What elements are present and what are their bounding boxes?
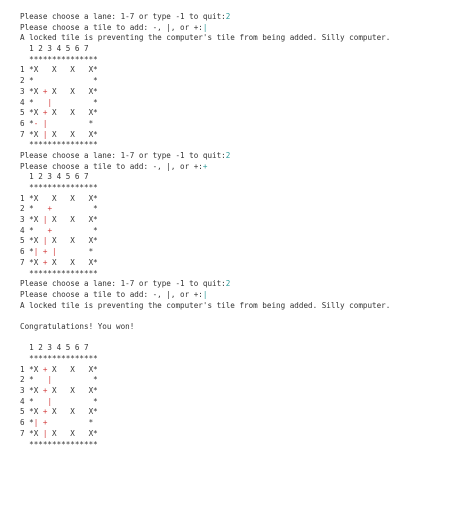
board-tile: |: [52, 247, 57, 257]
console-line: [20, 247, 474, 258]
console-line: [20, 108, 474, 119]
board-tile: +: [42, 247, 48, 257]
console-text: *: [52, 204, 98, 214]
console-text: 1 *X X X X*: [20, 65, 98, 75]
console-text: 1 2 3 4 5 6 7: [20, 172, 89, 182]
console-line: [20, 33, 474, 44]
board-tile: |: [33, 247, 39, 257]
board-tile: |: [33, 418, 39, 428]
console-text: 7 *X: [20, 428, 43, 438]
console-text: 6 *: [20, 247, 34, 257]
board-tile: |: [42, 118, 48, 128]
console-text: 3 *X: [20, 386, 43, 396]
console-text: ***************: [20, 439, 98, 449]
console-text: 5 *X: [20, 236, 43, 246]
user-input: 2: [225, 150, 231, 160]
console-text: 4 *: [20, 396, 48, 406]
console-text: 6 *: [20, 418, 34, 428]
console-line: [20, 183, 474, 194]
console-line: [20, 397, 474, 408]
console-line: [20, 140, 474, 151]
console-line: [20, 44, 474, 55]
console-text: X X X*: [47, 86, 98, 96]
console-text: X X X*: [47, 386, 98, 396]
console-text: ***************: [20, 354, 98, 363]
board-tile: |: [42, 129, 48, 139]
console-text: X X X*: [47, 257, 98, 267]
board-tile: +: [42, 386, 48, 396]
console-line: [20, 301, 474, 312]
board-tile: +: [42, 86, 48, 96]
console-line: [20, 98, 474, 109]
console-text: X X X*: [47, 236, 98, 246]
user-input: 2: [225, 12, 231, 21]
console-line: [20, 407, 474, 418]
user-input: |: [202, 289, 208, 299]
console-text: *: [52, 375, 98, 385]
console-text: X X X*: [47, 129, 98, 139]
board-tile: |: [42, 428, 48, 438]
console-line: [20, 343, 474, 354]
console-text: 2 *: [20, 204, 48, 214]
console-text: 3 *X: [20, 86, 43, 96]
board-tile: +: [42, 108, 48, 118]
console-text: X X X*: [47, 215, 98, 225]
console-line: [20, 194, 474, 205]
console-text: 2 *: [20, 375, 48, 385]
console-line: [20, 269, 474, 280]
console-line: [20, 365, 474, 376]
board-tile: |: [42, 236, 48, 246]
console-line: [20, 236, 474, 247]
console-text: ***************: [20, 140, 98, 150]
console-line: [20, 204, 474, 215]
console-text: *: [52, 396, 98, 406]
console-line: [20, 162, 474, 173]
console-text: 5 *X: [20, 108, 43, 118]
console-text: 1 2 3 4 5 6 7: [20, 343, 89, 353]
console-line: [20, 172, 474, 183]
console-line: [20, 130, 474, 141]
board-tile: +: [47, 225, 53, 235]
console-text: *: [47, 118, 94, 128]
console-text: Please choose a lane: 1-7 or type -1 to quit:: [20, 279, 226, 289]
console-text: Please choose a lane: 1-7 or type -1 to quit:: [20, 150, 226, 160]
board-tile: +: [42, 257, 48, 267]
console-text: 7 *X: [20, 257, 43, 267]
console-line: [20, 226, 474, 237]
console-text: 3 *X: [20, 215, 43, 225]
console-text: *: [52, 225, 98, 235]
console-text: *: [47, 418, 94, 428]
console-text: Please choose a lane: 1-7 or type -1 to quit:: [20, 12, 226, 21]
board-tile: |: [47, 375, 53, 385]
console-text: 4 *: [20, 97, 48, 107]
console-line: [20, 12, 474, 23]
user-input: |: [202, 22, 208, 32]
board-tile: |: [47, 97, 53, 107]
console-text: ***************: [20, 54, 98, 64]
console-text: Please choose a tile to add: -, |, or +:: [20, 289, 203, 299]
console-line: [20, 65, 474, 76]
console-text: 1 *X: [20, 364, 43, 374]
console-text: A locked tile is preventing the computer's tile from being added. Silly computer.: [20, 300, 391, 310]
console-line: [20, 322, 474, 333]
console-line: [20, 119, 474, 130]
console-line: [20, 258, 474, 269]
board-tile: |: [47, 396, 53, 406]
console-line: [20, 215, 474, 226]
console-line: [20, 375, 474, 386]
console-line: [20, 386, 474, 397]
console-text: X X X*: [47, 364, 98, 374]
console-line: [20, 76, 474, 87]
console-text: X X X*: [47, 428, 98, 438]
board-tile: -: [33, 118, 39, 128]
console-text: 7 *X: [20, 129, 43, 139]
board-tile: |: [42, 215, 48, 225]
console-line: [20, 55, 474, 66]
console-text: *: [56, 247, 94, 257]
console-text: ***************: [20, 268, 98, 278]
console-text: 1 *X X X X*: [20, 193, 98, 203]
user-input: 2: [225, 279, 231, 289]
console-line: [20, 311, 474, 322]
console-line: [20, 23, 474, 34]
console-text: *: [52, 97, 98, 107]
console-line: [20, 418, 474, 429]
console-text: A locked tile is preventing the computer's tile from being added. Silly computer.: [20, 33, 391, 43]
console-text: Congratulations! You won!: [20, 321, 135, 331]
console-line: [20, 429, 474, 440]
console-line: [20, 279, 474, 290]
console-text: X X X*: [47, 407, 98, 417]
board-tile: +: [42, 407, 48, 417]
console-text: 2 * *: [20, 76, 98, 86]
console-line: [20, 290, 474, 301]
console-text: ***************: [20, 183, 98, 192]
console-line: [20, 151, 474, 162]
board-tile: +: [42, 418, 48, 428]
console-text: 1 2 3 4 5 6 7: [20, 44, 89, 54]
board-tile: +: [42, 364, 48, 374]
console-line: [20, 333, 474, 344]
console-text: 5 *X: [20, 407, 43, 417]
console-text: X X X*: [47, 108, 98, 118]
console-text: Please choose a tile to add: -, |, or +:: [20, 22, 203, 32]
console-text: Please choose a tile to add: -, |, or +:: [20, 161, 203, 171]
user-input: +: [202, 161, 208, 171]
console-text: 4 *: [20, 225, 48, 235]
board-tile: +: [47, 204, 53, 214]
console-line: [20, 440, 474, 451]
console-text: 6 *: [20, 118, 34, 128]
console-line: [20, 87, 474, 98]
console-line: [20, 354, 474, 365]
